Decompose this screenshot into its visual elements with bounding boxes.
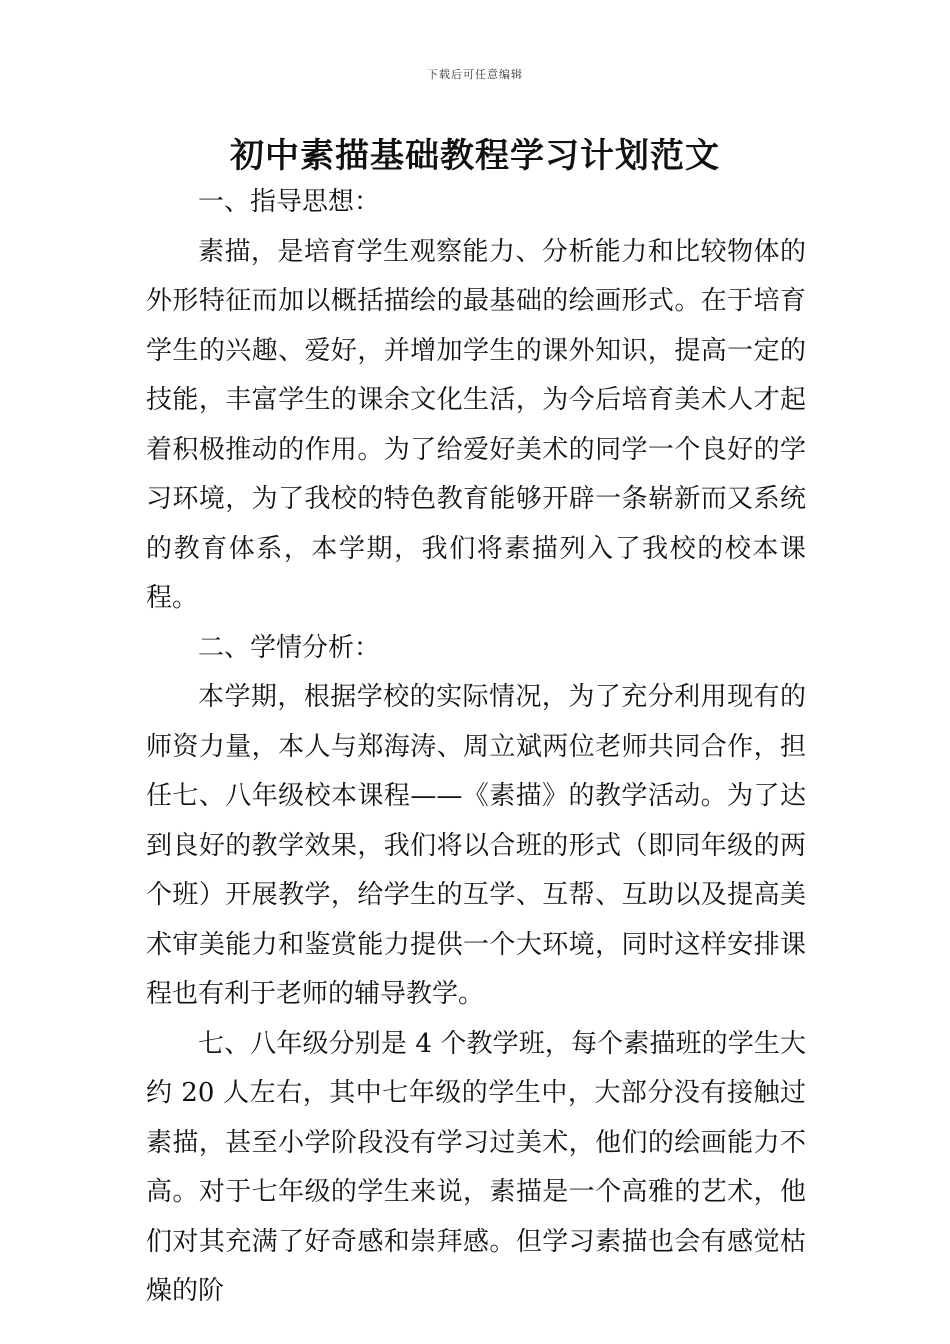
section-heading: 一、指导思想： (198, 187, 381, 217)
header-note: 下载后可任意编辑 (427, 68, 523, 81)
paragraph: 七、八年级分别是 4 个教学班，每个素描班的学生大约 20 人左右，其中七年级的学生中，大部分没有接触过素描，甚至小学阶段没有学习过美术，他们的绘画能力不高。对于七年级的学生来说，素描是一个高雅的艺术，他们对其充满了好奇感和崇拜感。但学习素描也会有感觉枯燥的阶 (146, 1028, 806, 1306)
section-guiding-ideology (146, 178, 806, 624)
section-student-analysis (146, 624, 806, 1317)
document-title: 初中素描基础教程学习计划范文 (230, 136, 720, 176)
document-body (146, 178, 806, 1317)
paragraph: 本学期，根据学校的实际情况，为了充分利用现有的师资力量，本人与郑海涛、周立斌两位老师共同合作，担任七、八年级校本课程——《素描》的教学活动。为了达到良好的教学效果，我们将以合班的形式（即同年级的两个班）开展教学，给学生的互学、互帮、互助以及提高美术审美能力和鉴赏能力提供一个大环境，同时这样安排课程也有利于老师的辅导教学。 (146, 682, 806, 1009)
paragraph: 素描，是培育学生观察能力、分析能力和比较物体的外形特征而加以概括描绘的最基础的绘画形式。在于培育学生的兴趣、爱好，并增加学生的课外知识，提高一定的技能，丰富学生的课余文化生活，为今后培育美术人才起着积极推动的作用。为了给爱好美术的同学一个良好的学习环境，为了我校的特色教育能够开辟一条崭新而又系统的教育体系，本学期，我们将素描列入了我校的校本课程。 (146, 236, 806, 613)
section-heading: 二、学情分析： (198, 632, 381, 663)
